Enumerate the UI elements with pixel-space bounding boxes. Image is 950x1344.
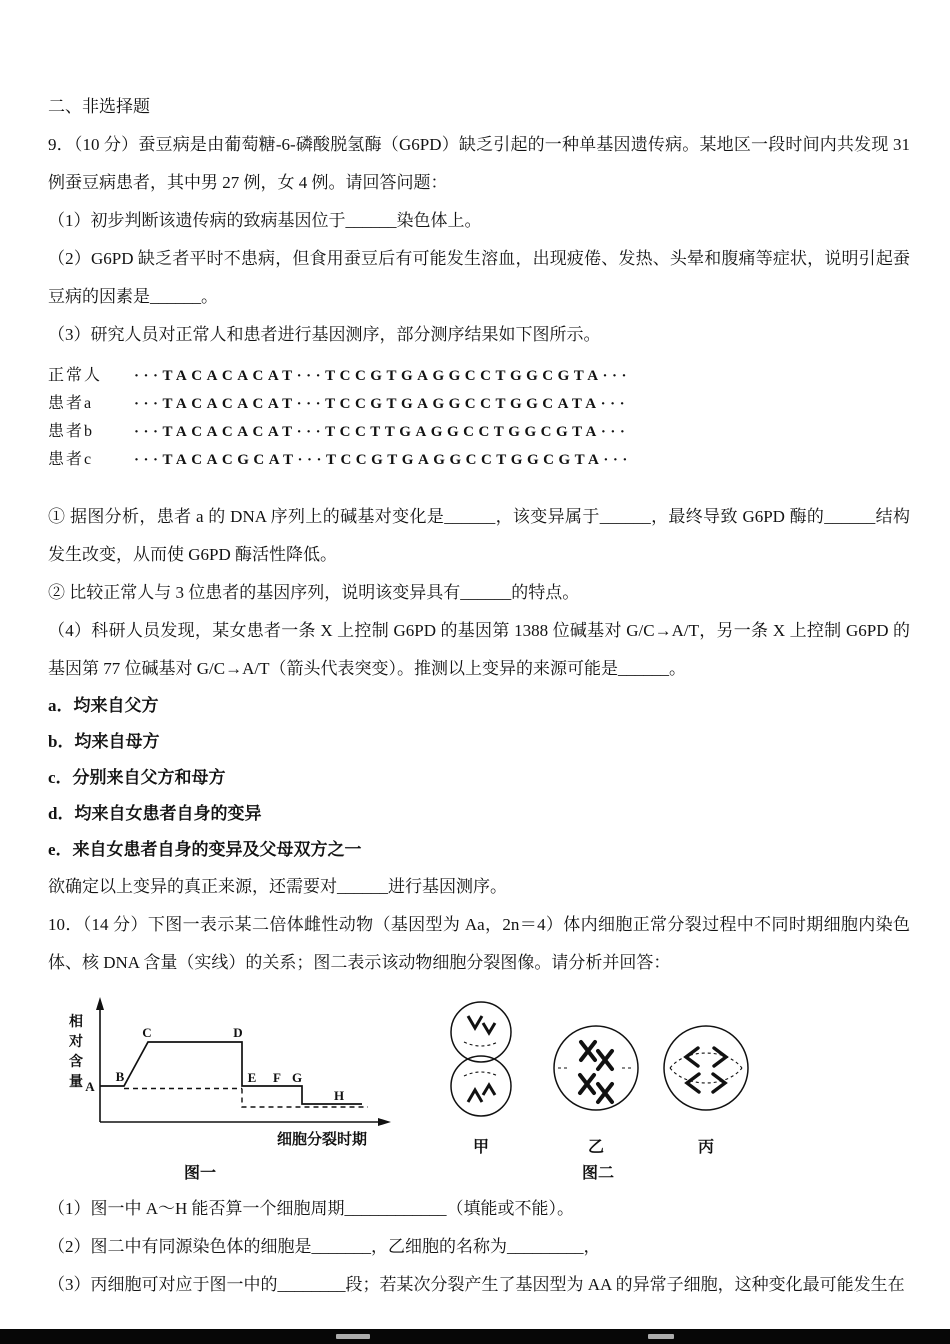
- point-label-f: F: [273, 1070, 281, 1085]
- scan-artifact: [336, 1334, 370, 1339]
- q9-option-b: b．均来自母方: [48, 732, 160, 751]
- q9-option-d: d．均来自女患者自身的变异: [48, 804, 262, 823]
- point-label-c: C: [142, 1025, 152, 1040]
- section-title: 二、非选择题: [48, 97, 150, 116]
- q10-part-3: （3）丙细胞可对应于图一中的________段；若某次分裂产生了基因型为 AA 的异常子细胞，这种变化最可能发生在: [48, 1275, 905, 1294]
- sequence-text: ···TACACACAT···TCCGTGAGGCCTGGCGTA···: [134, 368, 632, 384]
- y-axis-char: 对: [69, 1035, 83, 1050]
- page-edge-bar: [0, 1329, 950, 1344]
- figure-area: [50, 990, 910, 1186]
- q9-intro: 9．（10 分）蚕豆病是由葡萄糖-6-磷酸脱氢酶（G6PD）缺乏引起的一种单基因遗传病。某地区一段时间内共发现 31 例蚕豆病患者，其中男 27 例，女 4 例。请回答问题：: [48, 135, 910, 192]
- q9-part-4: （4）科研人员发现，某女患者一条 X 上控制 G6PD 的基因第 1388 位碱基对 G/C→A/T，另一条 X 上控制 G6PD 的基因第 77 位碱基对 G/C→A/T（箭头代表突变）。推测以上变异的来源可能是______。: [48, 621, 910, 678]
- sequence-row: [48, 390, 910, 418]
- q9-option-list: [48, 688, 910, 868]
- point-label-a: A: [85, 1079, 95, 1094]
- cell-bing: [664, 1026, 748, 1110]
- y-axis-char: 量: [69, 1075, 83, 1090]
- figure-2-caption: 图二: [581, 1165, 615, 1182]
- x-axis-label: 细胞分裂时期: [276, 1132, 368, 1148]
- q9-part-2: （2）G6PD 缺乏者平时不患病，但食用蚕豆后有可能发生溶血，出现疲倦、发热、头晕和腹痛等症状，说明引起蚕豆病的因素是______。: [48, 249, 910, 306]
- sequence-text: ···TACACGCAT···TCCGTGAGGCCTGGCGTA···: [134, 452, 632, 468]
- q10-intro: 10．（14 分）下图一表示某二倍体雌性动物（基因型为 Aa，2n＝4）体内细胞正常分裂过程中不同时期细胞内染色体、核 DNA 含量（实线）的关系；图二表示该动物细胞分裂图像。请分析并回答：: [48, 915, 910, 972]
- x-axis-arrow-icon: [378, 1118, 391, 1126]
- sequence-row: [48, 418, 910, 446]
- point-label-d: D: [233, 1025, 243, 1040]
- sequence-label: 正常人: [48, 367, 103, 384]
- q9-part-1: （1）初步判断该遗传病的致病基因位于______染色体上。: [48, 211, 482, 230]
- figure-1-caption: 图一: [183, 1165, 217, 1182]
- q9-part-4-tail: 欲确定以上变异的真正来源，还需要对______进行基因测序。: [48, 877, 507, 896]
- cell-yi: [554, 1026, 638, 1110]
- q9-part-3: （3）研究人员对正常人和患者进行基因测序，部分测序结果如下图所示。: [48, 325, 601, 344]
- y-axis-arrow-icon: [96, 997, 104, 1010]
- y-axis-char: 含: [69, 1055, 83, 1070]
- cell-yi-label: 乙: [587, 1139, 605, 1156]
- sequence-row: [48, 446, 910, 474]
- q9-sub-2: ② 比较正常人与 3 位患者的基因序列，说明该变异具有______的特点。: [48, 583, 580, 602]
- q10-part-1: （1）图一中 A～H 能否算一个细胞周期____________（填能或不能）。: [48, 1199, 575, 1218]
- point-label-e: E: [247, 1070, 257, 1085]
- figure-1-graph: [50, 990, 410, 1186]
- cell-jia: [451, 1002, 511, 1116]
- figure-2-cells: [426, 990, 771, 1186]
- sequence-text: ···TACACACAT···TCCGTGAGGCCTGGCATA···: [134, 396, 630, 412]
- q10-part-2: （2）图二中有同源染色体的细胞是_______，乙细胞的名称为_________，: [48, 1237, 601, 1256]
- exam-content: [48, 88, 910, 1304]
- point-label-h: H: [333, 1088, 345, 1103]
- q9-option-e: e．来自女患者自身的变异及父母双方之一: [48, 840, 362, 859]
- sequence-label: 患者c: [48, 451, 94, 468]
- sequence-label: 患者a: [48, 395, 94, 412]
- cell-bing-label: 丙: [697, 1139, 715, 1156]
- q9-sub-1: ① 据图分析，患者 a 的 DNA 序列上的碱基对变化是______，该变异属于______，最终导致 G6PD 酶的______结构发生改变，从而使 G6PD 酶活性降低。: [48, 507, 910, 564]
- sequence-row: [48, 362, 910, 390]
- point-label-g: G: [291, 1070, 303, 1085]
- y-axis-char: 相: [69, 1015, 83, 1030]
- sequence-label: 患者b: [48, 423, 95, 440]
- sequence-text: ···TACACACAT···TCCTTGAGGCCTGGCGTA···: [134, 424, 630, 440]
- q9-option-a: a．均来自父方: [48, 696, 159, 715]
- sequence-table: [48, 362, 910, 474]
- point-label-b: B: [115, 1069, 125, 1084]
- dna-content-line-solid: [100, 1042, 362, 1104]
- cell-jia-label: 甲: [472, 1139, 490, 1156]
- q9-option-c: c．分别来自父方和母方: [48, 768, 226, 787]
- scan-artifact: [648, 1334, 674, 1339]
